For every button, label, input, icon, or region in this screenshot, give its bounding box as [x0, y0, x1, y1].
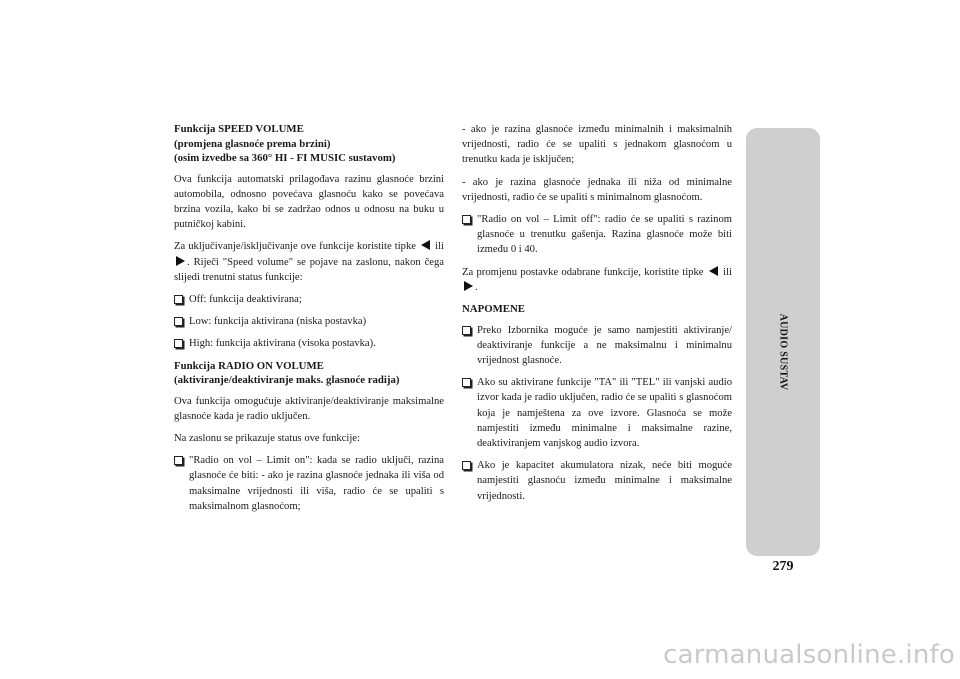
- checkbox-bullet-icon: [462, 326, 471, 335]
- watermark: carmanualsonline.info: [663, 640, 955, 670]
- left-arrow-icon: [709, 266, 718, 276]
- speed-volume-description: Ova funkcija automatski prilagođava razinu glasnoće brzini automobila, odnosno povećava glasnoću kako se povećava brzina vozila, kako bi se zadržao odnos u odnosu na buku u putničkoj kabini.: [174, 173, 444, 231]
- radio-on-volume-description: Ova funkcija omogućuje aktiviranje/deaktiviranje maksimalne glasnoće kada je radio uključen.: [174, 395, 444, 422]
- continuation-paragraph: - ako je razina glasnoće između minimalnih i maksimalnih vrijednosti, radio će se upaliti s jednakom glasnoćom u trenutku kada je isključen;: [462, 124, 732, 166]
- list-item: "Radio on vol – Limit on": kada se radio uključi, razina glasnoće će biti: - ako je razina glasnoće jednaka ili viša od maksimalne vrijednosti ili viša, radio će se upaliti s maksimalnom glasnoćom;: [174, 453, 444, 514]
- list-item: Preko Izbornika moguće je samo namjestiti aktiviranje/ deaktiviranje funkcije a ne maksimalnu i minimalnu vrijednost glasnoće.: [462, 323, 732, 369]
- right-column: [462, 122, 732, 511]
- list-item: Ako su aktivirane funkcije "TA" ili "TEL" ili vanjski audio izvor kada je radio uključen, radio će se upaliti s glasnoćom koja je namještena za ove izvore. Glasnoća se može namjestiti između minimalne i maksimalne razine, deaktiviranjem vanjskog audio izvora.: [462, 375, 732, 451]
- left-column: [174, 122, 444, 521]
- notes-heading: NAPOMENE: [462, 303, 525, 316]
- list-item: Off: funkcija deaktivirana;: [174, 292, 444, 307]
- section-title: AUDIO SUSTAV: [777, 313, 789, 391]
- checkbox-bullet-icon: [462, 378, 471, 387]
- change-instruction: Za promjenu postavke odabrane funkcije, koristite tipke ili .: [462, 266, 732, 293]
- speed-volume-heading: Funkcija SPEED VOLUME (promjena glasnoće prema brzini) (osim izvedbe sa 360° HI - FI MUSIC sustavom): [174, 123, 396, 164]
- checkbox-bullet-icon: [174, 295, 183, 304]
- continuation-paragraph: - ako je razina glasnoće jednaka ili niža od minimalne vrijednosti, radio će se upaliti s minimalnom glasnoćom.: [462, 176, 732, 203]
- left-arrow-icon: [421, 240, 430, 250]
- list-item: Low: funkcija aktivirana (niska postavka): [174, 314, 444, 329]
- checkbox-bullet-icon: [174, 339, 183, 348]
- list-item: Ako je kapacitet akumulatora nizak, neće biti moguće namjestiti glasnoću između minimalne i maksimalne vrijednosti.: [462, 458, 732, 504]
- checkbox-bullet-icon: [174, 456, 183, 465]
- page-number: 279: [772, 559, 794, 574]
- right-arrow-icon: [464, 281, 473, 291]
- checkbox-bullet-icon: [174, 317, 183, 326]
- list-item: High: funkcija aktivirana (visoka postavka).: [174, 336, 444, 351]
- checkbox-bullet-icon: [462, 215, 471, 224]
- toggle-instruction: Za uključivanje/isključivanje ove funkcije koristite tipke ili . Riječi "Speed volume" se pojave na zaslonu, nakon čega slijedi trenutni status funkcije:: [174, 241, 444, 283]
- checkbox-bullet-icon: [462, 461, 471, 470]
- radio-on-volume-heading: Funkcija RADIO ON VOLUME (aktiviranje/deaktiviranje maks. glasnoće radija): [174, 359, 400, 387]
- list-item: "Radio on vol – Limit off": radio će se upaliti s razinom glasnoće u trenutku gašenja. Razina glasnoće može biti između 0 i 40.: [462, 212, 732, 258]
- status-intro: Na zaslonu se prikazuje status ove funkcije:: [174, 432, 360, 444]
- right-arrow-icon: [176, 256, 185, 266]
